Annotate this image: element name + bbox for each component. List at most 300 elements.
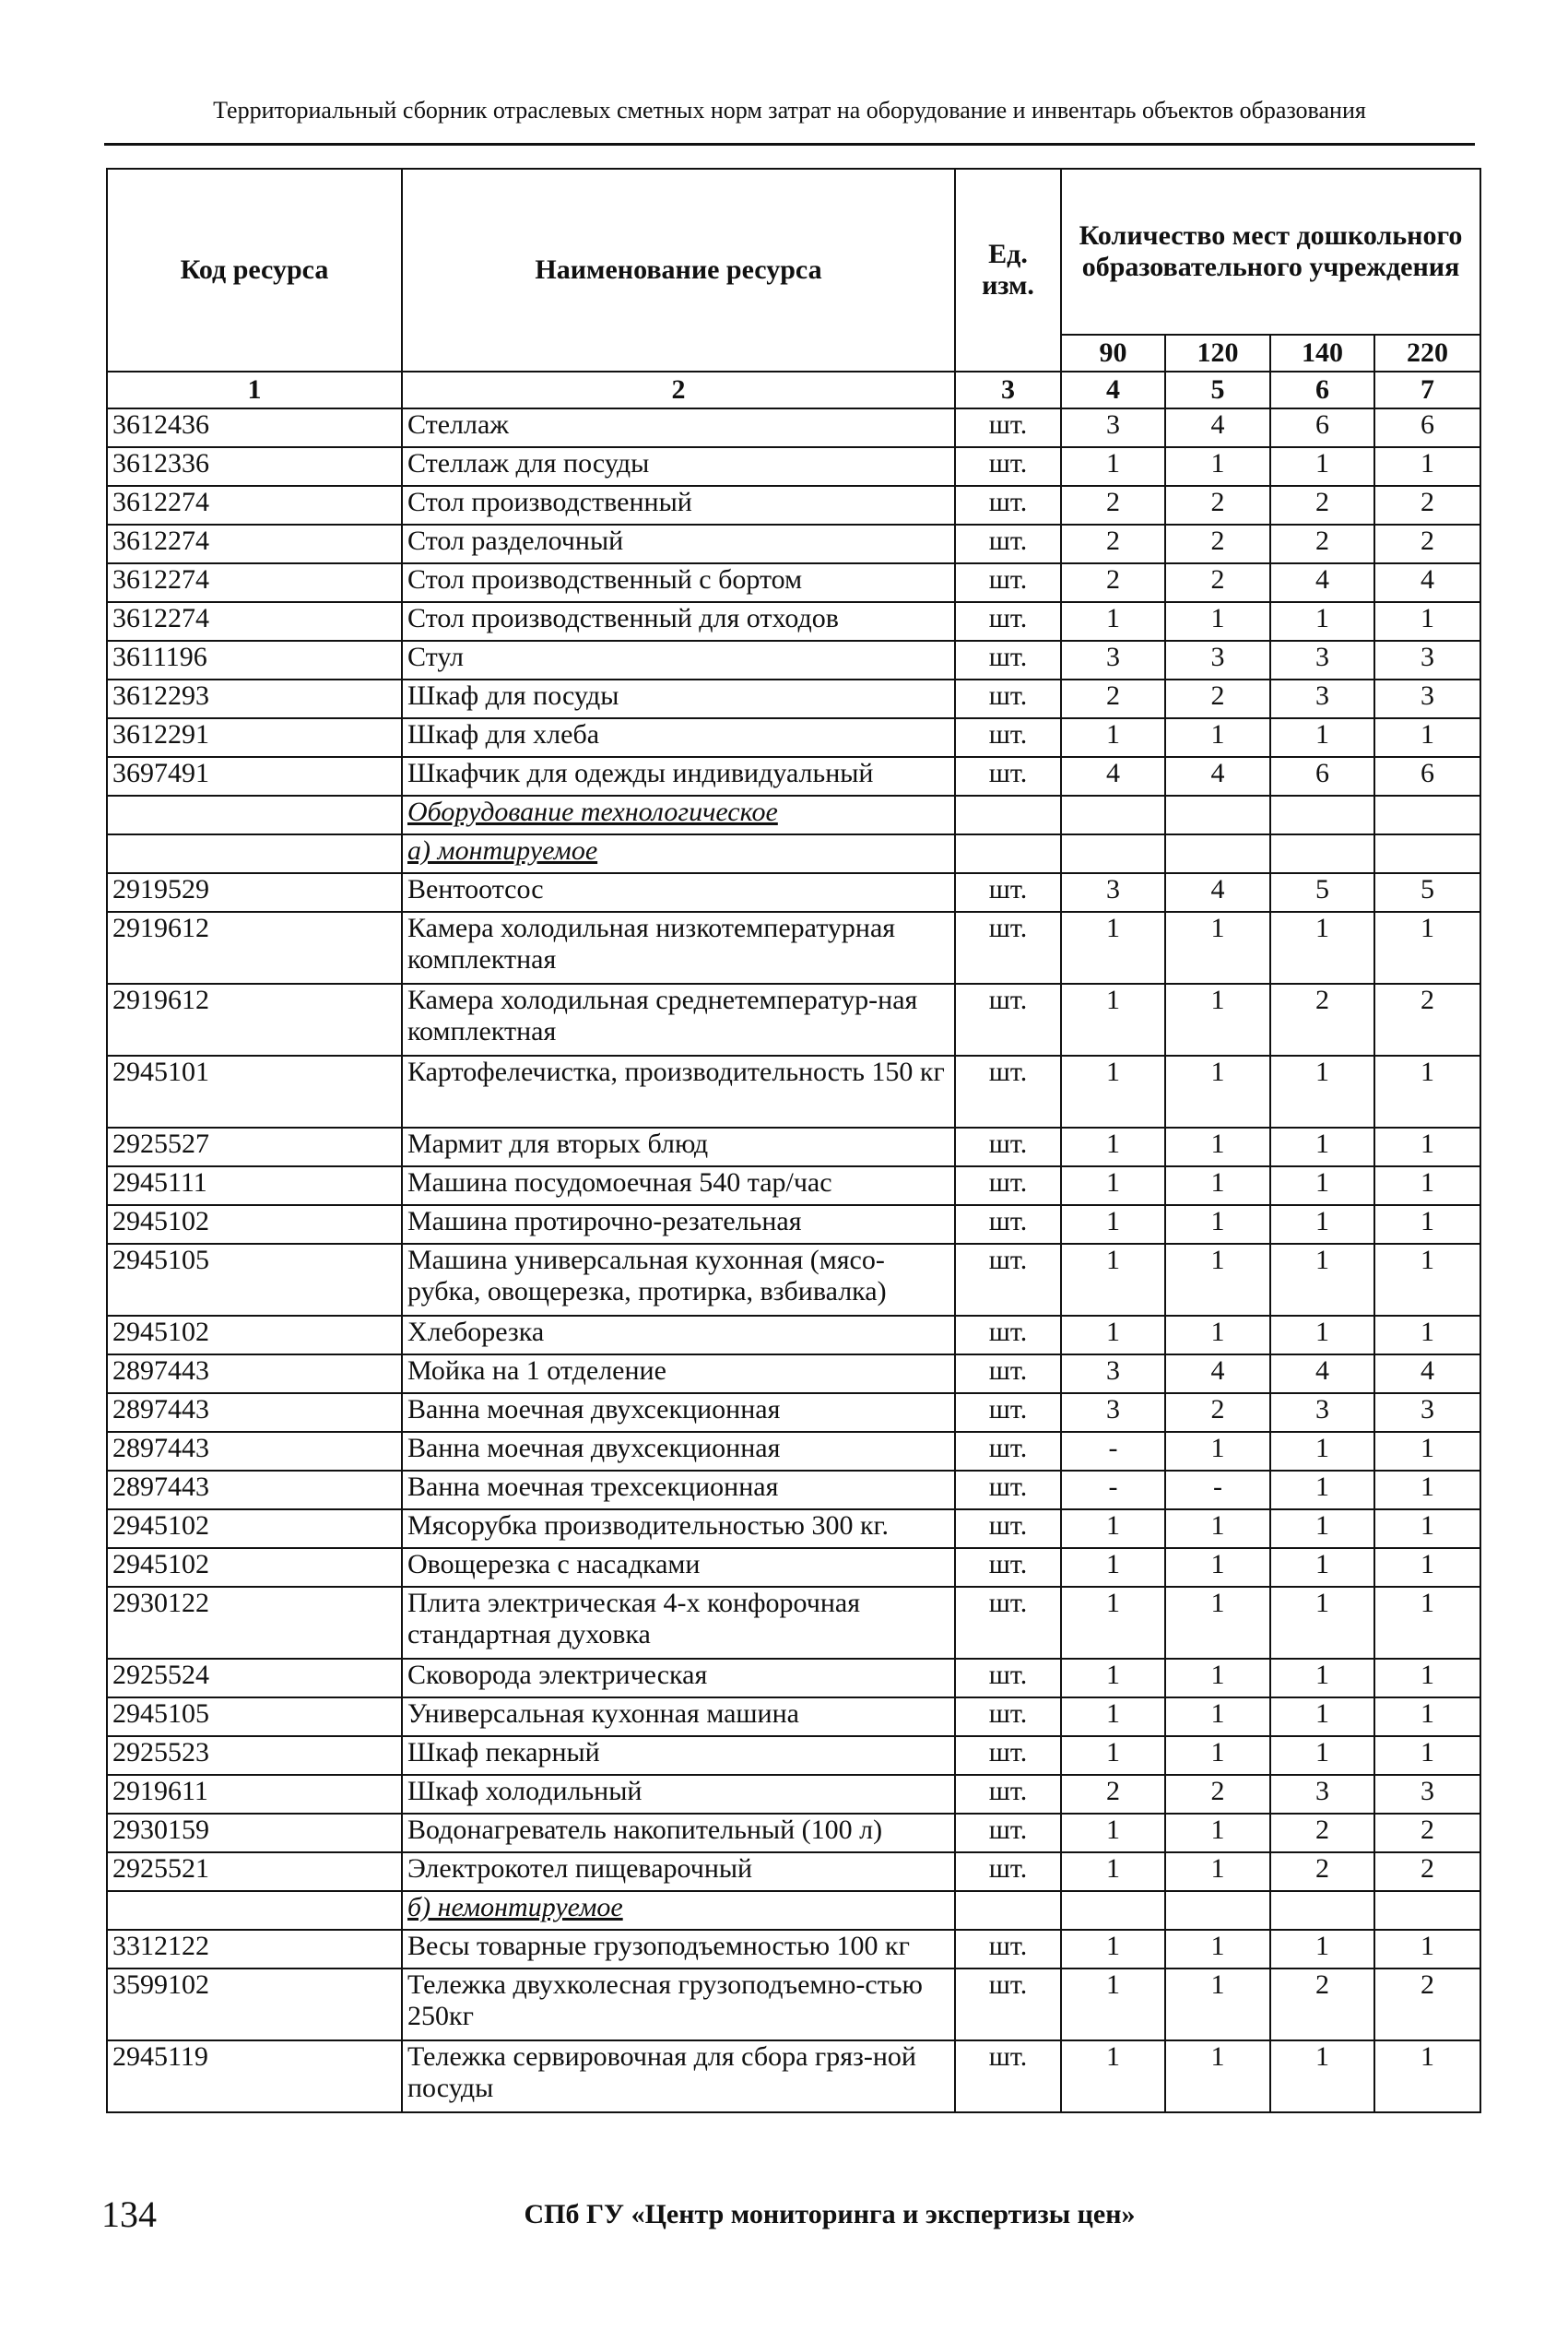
table-row — [107, 912, 1480, 984]
cell-name: Стеллаж для посуды — [402, 447, 955, 486]
cell-quantity: 2 — [1270, 525, 1374, 563]
cell-code — [107, 834, 402, 873]
cell-name: Универсальная кухонная машина — [402, 1697, 955, 1736]
cell-unit: шт. — [955, 1659, 1061, 1697]
table-row — [107, 1548, 1480, 1587]
cell-quantity: 2 — [1374, 984, 1480, 1056]
cell-quantity: 1 — [1270, 1056, 1374, 1128]
cell-quantity: - — [1061, 1471, 1165, 1509]
cell-code: 3612274 — [107, 525, 402, 563]
col-header-capacity: 90 — [1061, 335, 1165, 372]
cell-quantity: 1 — [1165, 1316, 1270, 1354]
cell-quantity: 1 — [1374, 718, 1480, 757]
cell-quantity: 4 — [1374, 563, 1480, 602]
cell-quantity: 1 — [1165, 1814, 1270, 1852]
cell-name: Вентоотсос — [402, 873, 955, 912]
cell-quantity: 1 — [1165, 1166, 1270, 1205]
cell-quantity: 4 — [1270, 1354, 1374, 1393]
cell-quantity: 1 — [1061, 1244, 1165, 1316]
cell-quantity: 1 — [1270, 1205, 1374, 1244]
cell-quantity: 1 — [1061, 1205, 1165, 1244]
cell-code: 2930159 — [107, 1814, 402, 1852]
cell-quantity: 3 — [1165, 641, 1270, 680]
cell-quantity: 1 — [1374, 912, 1480, 984]
cell-quantity: 2 — [1374, 1969, 1480, 2040]
cell-unit: шт. — [955, 984, 1061, 1056]
cell-unit: шт. — [955, 2040, 1061, 2112]
cell-code: 3612291 — [107, 718, 402, 757]
cell-quantity: 1 — [1270, 1128, 1374, 1166]
cell-quantity: 1 — [1165, 1930, 1270, 1969]
table-row — [107, 641, 1480, 680]
cell-quantity: 1 — [1374, 447, 1480, 486]
cell-quantity: 1 — [1270, 2040, 1374, 2112]
cell-quantity: 2 — [1374, 486, 1480, 525]
cell-unit: шт. — [955, 1775, 1061, 1814]
section-row — [107, 1891, 1480, 1930]
cell-quantity: 1 — [1165, 1697, 1270, 1736]
cell-name: Машина протирочно-резательная — [402, 1205, 955, 1244]
cell-code: 3612336 — [107, 447, 402, 486]
cell-code: 2925524 — [107, 1659, 402, 1697]
cell-quantity: 1 — [1270, 1471, 1374, 1509]
cell-quantity: 1 — [1270, 1432, 1374, 1471]
table-row — [107, 680, 1480, 718]
cell-quantity: 1 — [1270, 602, 1374, 641]
cell-quantity: 4 — [1165, 757, 1270, 796]
cell-quantity: 1 — [1165, 1509, 1270, 1548]
cell-quantity: 3 — [1061, 641, 1165, 680]
cell-quantity: 4 — [1270, 563, 1374, 602]
cell-unit: шт. — [955, 1393, 1061, 1432]
cell-name: Шкаф пекарный — [402, 1736, 955, 1775]
cell-quantity: 1 — [1270, 1697, 1374, 1736]
cell-name: Шкаф холодильный — [402, 1775, 955, 1814]
cell-name: Мойка на 1 отделение — [402, 1354, 955, 1393]
cell-quantity: 1 — [1374, 1930, 1480, 1969]
cell-code: 2945102 — [107, 1548, 402, 1587]
cell-name: Водонагреватель накопительный (100 л) — [402, 1814, 955, 1852]
cell-quantity: 2 — [1270, 486, 1374, 525]
table-row — [107, 984, 1480, 1056]
cell-quantity: 1 — [1270, 912, 1374, 984]
cell-quantity: 1 — [1374, 1697, 1480, 1736]
table-row — [107, 1509, 1480, 1548]
cell-quantity: 1 — [1270, 1587, 1374, 1659]
cell-code: 3599102 — [107, 1969, 402, 2040]
cell-quantity: 1 — [1374, 1166, 1480, 1205]
cell-unit: шт. — [955, 1814, 1061, 1852]
cell-name: Хлеборезка — [402, 1316, 955, 1354]
cell-code: 2925521 — [107, 1852, 402, 1891]
cell-quantity: 3 — [1270, 641, 1374, 680]
table-row — [107, 1930, 1480, 1969]
cell-quantity — [1165, 796, 1270, 834]
cell-quantity: 3 — [1061, 408, 1165, 447]
cell-unit: шт. — [955, 1736, 1061, 1775]
cell-name: Ванна моечная двухсекционная — [402, 1393, 955, 1432]
cell-quantity: 1 — [1374, 1205, 1480, 1244]
col-number: 7 — [1374, 372, 1480, 408]
cell-quantity: 3 — [1270, 680, 1374, 718]
cell-quantity: 1 — [1374, 602, 1480, 641]
cell-name: Картофелечистка, производительность 150 кг — [402, 1056, 955, 1128]
cell-quantity: - — [1061, 1432, 1165, 1471]
table-row — [107, 1244, 1480, 1316]
cell-quantity: 4 — [1165, 1354, 1270, 1393]
cell-unit: шт. — [955, 912, 1061, 984]
cell-code: 2897443 — [107, 1354, 402, 1393]
cell-quantity: 2 — [1061, 525, 1165, 563]
section-title: Оборудование технологическое — [402, 796, 955, 834]
cell-quantity: 1 — [1165, 718, 1270, 757]
cell-code: 2945102 — [107, 1509, 402, 1548]
resource-table — [106, 168, 1481, 2113]
col-header-capacity: 120 — [1165, 335, 1270, 372]
cell-quantity — [1165, 834, 1270, 873]
section-row — [107, 834, 1480, 873]
cell-name: Весы товарные грузоподъемностью 100 кг — [402, 1930, 955, 1969]
cell-code: 2945119 — [107, 2040, 402, 2112]
cell-quantity: 1 — [1165, 984, 1270, 1056]
cell-quantity: 1 — [1374, 2040, 1480, 2112]
cell-quantity: 4 — [1165, 408, 1270, 447]
col-header-name: Наименование ресурса — [402, 169, 955, 372]
cell-quantity — [1061, 1891, 1165, 1930]
cell-quantity: 1 — [1061, 1930, 1165, 1969]
cell-quantity: 1 — [1270, 1930, 1374, 1969]
cell-code: 2897443 — [107, 1432, 402, 1471]
cell-code: 2897443 — [107, 1471, 402, 1509]
table-row — [107, 1166, 1480, 1205]
cell-quantity: 4 — [1061, 757, 1165, 796]
table-row — [107, 486, 1480, 525]
cell-quantity: 1 — [1165, 1852, 1270, 1891]
cell-unit: шт. — [955, 641, 1061, 680]
cell-quantity — [1270, 796, 1374, 834]
cell-quantity — [1061, 796, 1165, 834]
cell-unit — [955, 796, 1061, 834]
cell-unit: шт. — [955, 1548, 1061, 1587]
table-row — [107, 873, 1480, 912]
cell-code: 2919611 — [107, 1775, 402, 1814]
cell-unit: шт. — [955, 873, 1061, 912]
cell-unit: шт. — [955, 1509, 1061, 1548]
cell-quantity — [1270, 834, 1374, 873]
header-divider — [104, 143, 1475, 146]
cell-quantity: 5 — [1374, 873, 1480, 912]
cell-code: 2897443 — [107, 1393, 402, 1432]
page-number: 134 — [101, 2193, 157, 2235]
cell-quantity: 1 — [1374, 1316, 1480, 1354]
cell-quantity: - — [1165, 1471, 1270, 1509]
cell-quantity: 5 — [1270, 873, 1374, 912]
cell-quantity: 1 — [1165, 1244, 1270, 1316]
cell-quantity: 1 — [1061, 912, 1165, 984]
cell-quantity: 6 — [1374, 408, 1480, 447]
cell-quantity: 1 — [1061, 1697, 1165, 1736]
cell-quantity: 3 — [1374, 680, 1480, 718]
cell-quantity: 6 — [1270, 408, 1374, 447]
cell-code: 2945102 — [107, 1316, 402, 1354]
col-header-capacity: 220 — [1374, 335, 1480, 372]
cell-quantity: 2 — [1061, 486, 1165, 525]
cell-quantity: 1 — [1270, 1316, 1374, 1354]
cell-quantity: 2 — [1374, 1814, 1480, 1852]
cell-quantity: 2 — [1061, 680, 1165, 718]
table-row — [107, 1659, 1480, 1697]
page-header-title: Территориальный сборник отраслевых сметных норм затрат на оборудование и инвентарь объектов образования — [213, 97, 1366, 124]
cell-code: 3612274 — [107, 602, 402, 641]
table-row — [107, 525, 1480, 563]
cell-name: Стул — [402, 641, 955, 680]
cell-quantity: 2 — [1374, 1852, 1480, 1891]
cell-code: 2919529 — [107, 873, 402, 912]
cell-name: Ванна моечная двухсекционная — [402, 1432, 955, 1471]
cell-name: Камера холодильная среднетемператур-ная комплектная — [402, 984, 955, 1056]
cell-quantity: 1 — [1061, 1969, 1165, 2040]
cell-unit: шт. — [955, 1244, 1061, 1316]
cell-quantity — [1374, 1891, 1480, 1930]
cell-unit: шт. — [955, 1432, 1061, 1471]
col-number: 3 — [955, 372, 1061, 408]
cell-quantity: 1 — [1061, 1587, 1165, 1659]
col-number: 1 — [107, 372, 402, 408]
cell-quantity: 3 — [1374, 1393, 1480, 1432]
table-row — [107, 447, 1480, 486]
cell-unit: шт. — [955, 757, 1061, 796]
cell-code: 3612436 — [107, 408, 402, 447]
cell-code: 3611196 — [107, 641, 402, 680]
cell-quantity: 1 — [1165, 1736, 1270, 1775]
cell-unit: шт. — [955, 1930, 1061, 1969]
cell-code: 3612274 — [107, 563, 402, 602]
section-title: а) монтируемое — [402, 834, 955, 873]
cell-quantity: 1 — [1061, 2040, 1165, 2112]
cell-code — [107, 1891, 402, 1930]
resource-table-body — [107, 408, 1480, 2112]
cell-unit: шт. — [955, 447, 1061, 486]
cell-name: Машина универсальная кухонная (мясо-рубка, овощерезка, протирка, взбивалка) — [402, 1244, 955, 1316]
cell-quantity: 2 — [1270, 1969, 1374, 2040]
cell-name: Электрокотел пищеварочный — [402, 1852, 955, 1891]
cell-quantity: 2 — [1270, 1814, 1374, 1852]
cell-quantity: 2 — [1374, 525, 1480, 563]
cell-quantity: 1 — [1061, 1736, 1165, 1775]
cell-quantity: 2 — [1165, 486, 1270, 525]
col-header-unit: Ед. изм. — [955, 169, 1061, 372]
cell-quantity: 2 — [1165, 563, 1270, 602]
cell-name: Шкаф для посуды — [402, 680, 955, 718]
cell-quantity: 3 — [1270, 1775, 1374, 1814]
table-row — [107, 1471, 1480, 1509]
cell-unit: шт. — [955, 563, 1061, 602]
cell-quantity: 1 — [1165, 447, 1270, 486]
cell-quantity: 1 — [1165, 912, 1270, 984]
cell-quantity — [1165, 1891, 1270, 1930]
cell-quantity: 1 — [1270, 1509, 1374, 1548]
cell-quantity: 1 — [1165, 1969, 1270, 2040]
cell-quantity: 1 — [1165, 1587, 1270, 1659]
table-row — [107, 757, 1480, 796]
table-row — [107, 1775, 1480, 1814]
cell-quantity: 1 — [1270, 718, 1374, 757]
cell-unit: шт. — [955, 1587, 1061, 1659]
cell-quantity: 1 — [1061, 602, 1165, 641]
cell-quantity: 2 — [1165, 525, 1270, 563]
section-row — [107, 796, 1480, 834]
cell-quantity: 1 — [1061, 1659, 1165, 1697]
cell-name: Стеллаж — [402, 408, 955, 447]
table-row — [107, 1205, 1480, 1244]
cell-quantity: 4 — [1165, 873, 1270, 912]
cell-unit: шт. — [955, 1166, 1061, 1205]
cell-code: 2919612 — [107, 984, 402, 1056]
cell-quantity: 1 — [1374, 1736, 1480, 1775]
cell-code: 2945105 — [107, 1244, 402, 1316]
cell-code: 3312122 — [107, 1930, 402, 1969]
cell-quantity: 1 — [1374, 1509, 1480, 1548]
cell-name: Машина посудомоечная 540 тар/час — [402, 1166, 955, 1205]
cell-quantity: 3 — [1061, 1393, 1165, 1432]
col-header-code: Код ресурса — [107, 169, 402, 372]
cell-unit — [955, 1891, 1061, 1930]
cell-quantity: 1 — [1165, 1128, 1270, 1166]
cell-name: Шкаф для хлеба — [402, 718, 955, 757]
cell-quantity: 2 — [1061, 1775, 1165, 1814]
cell-code: 2945111 — [107, 1166, 402, 1205]
cell-quantity: 1 — [1165, 1548, 1270, 1587]
table-row — [107, 1393, 1480, 1432]
cell-quantity: 1 — [1061, 1509, 1165, 1548]
cell-quantity: 1 — [1374, 1244, 1480, 1316]
cell-unit: шт. — [955, 1056, 1061, 1128]
table-row — [107, 1697, 1480, 1736]
cell-name: Овощерезка с насадками — [402, 1548, 955, 1587]
cell-unit: шт. — [955, 1205, 1061, 1244]
cell-unit: шт. — [955, 408, 1061, 447]
cell-quantity: 1 — [1374, 1432, 1480, 1471]
cell-quantity: 1 — [1061, 1548, 1165, 1587]
cell-quantity: 2 — [1270, 1852, 1374, 1891]
table-row — [107, 1814, 1480, 1852]
cell-quantity — [1270, 1891, 1374, 1930]
cell-unit: шт. — [955, 1969, 1061, 2040]
cell-quantity: 1 — [1061, 1316, 1165, 1354]
table-row — [107, 1056, 1480, 1128]
cell-code: 2930122 — [107, 1587, 402, 1659]
section-title: б) немонтируемое — [402, 1891, 955, 1930]
cell-quantity: 1 — [1165, 1659, 1270, 1697]
cell-name: Камера холодильная низкотемпературная комплектная — [402, 912, 955, 984]
cell-quantity: 1 — [1374, 1659, 1480, 1697]
table-row — [107, 1128, 1480, 1166]
cell-name: Стол производственный с бортом — [402, 563, 955, 602]
cell-code: 2945105 — [107, 1697, 402, 1736]
col-number: 2 — [402, 372, 955, 408]
cell-code: 2925527 — [107, 1128, 402, 1166]
cell-quantity: 1 — [1374, 1587, 1480, 1659]
cell-quantity: 1 — [1374, 1471, 1480, 1509]
cell-quantity: 1 — [1061, 1814, 1165, 1852]
cell-unit: шт. — [955, 1471, 1061, 1509]
cell-quantity: 1 — [1270, 447, 1374, 486]
cell-quantity: 1 — [1165, 602, 1270, 641]
cell-quantity: 1 — [1061, 718, 1165, 757]
table-row — [107, 1432, 1480, 1471]
cell-unit: шт. — [955, 602, 1061, 641]
cell-code: 3612293 — [107, 680, 402, 718]
table-row — [107, 1587, 1480, 1659]
col-number: 4 — [1061, 372, 1165, 408]
cell-code: 3697491 — [107, 757, 402, 796]
cell-quantity: 3 — [1374, 1775, 1480, 1814]
cell-code: 2919612 — [107, 912, 402, 984]
cell-unit: шт. — [955, 1128, 1061, 1166]
cell-unit: шт. — [955, 486, 1061, 525]
table-row — [107, 1354, 1480, 1393]
cell-quantity: 1 — [1165, 1432, 1270, 1471]
cell-unit: шт. — [955, 1852, 1061, 1891]
cell-code: 2945101 — [107, 1056, 402, 1128]
cell-quantity: 1 — [1270, 1244, 1374, 1316]
cell-quantity: 1 — [1374, 1128, 1480, 1166]
cell-quantity: 1 — [1061, 1166, 1165, 1205]
cell-quantity: 3 — [1061, 873, 1165, 912]
cell-quantity: 6 — [1270, 757, 1374, 796]
cell-quantity: 1 — [1270, 1659, 1374, 1697]
table-row — [107, 1736, 1480, 1775]
cell-name: Шкафчик для одежды индивидуальный — [402, 757, 955, 796]
cell-quantity: 1 — [1165, 2040, 1270, 2112]
cell-unit: шт. — [955, 525, 1061, 563]
cell-quantity: 1 — [1374, 1056, 1480, 1128]
cell-name: Сковорода электрическая — [402, 1659, 955, 1697]
table-row — [107, 718, 1480, 757]
cell-quantity: 3 — [1374, 641, 1480, 680]
cell-quantity — [1374, 834, 1480, 873]
cell-unit: шт. — [955, 1316, 1061, 1354]
col-header-capacity: 140 — [1270, 335, 1374, 372]
cell-quantity: 6 — [1374, 757, 1480, 796]
col-header-quantity-group: Количество мест дошкольного образовательного учреждения — [1061, 169, 1480, 335]
cell-unit: шт. — [955, 718, 1061, 757]
cell-unit — [955, 834, 1061, 873]
table-row — [107, 1852, 1480, 1891]
cell-quantity: 1 — [1270, 1736, 1374, 1775]
cell-quantity: 1 — [1061, 447, 1165, 486]
table-row — [107, 2040, 1480, 2112]
cell-quantity: 3 — [1061, 1354, 1165, 1393]
cell-name: Стол производственный — [402, 486, 955, 525]
cell-unit: шт. — [955, 1354, 1061, 1393]
cell-quantity — [1061, 834, 1165, 873]
col-number: 6 — [1270, 372, 1374, 408]
cell-name: Тележка сервировочная для сбора гряз-ной посуды — [402, 2040, 955, 2112]
cell-quantity: 4 — [1374, 1354, 1480, 1393]
table-row — [107, 563, 1480, 602]
cell-name: Стол разделочный — [402, 525, 955, 563]
cell-code — [107, 796, 402, 834]
cell-quantity: 1 — [1061, 1128, 1165, 1166]
table-row — [107, 1969, 1480, 2040]
cell-quantity: 2 — [1061, 563, 1165, 602]
cell-code: 2945102 — [107, 1205, 402, 1244]
cell-unit: шт. — [955, 1697, 1061, 1736]
cell-unit: шт. — [955, 680, 1061, 718]
cell-quantity: 1 — [1374, 1548, 1480, 1587]
table-row — [107, 1316, 1480, 1354]
